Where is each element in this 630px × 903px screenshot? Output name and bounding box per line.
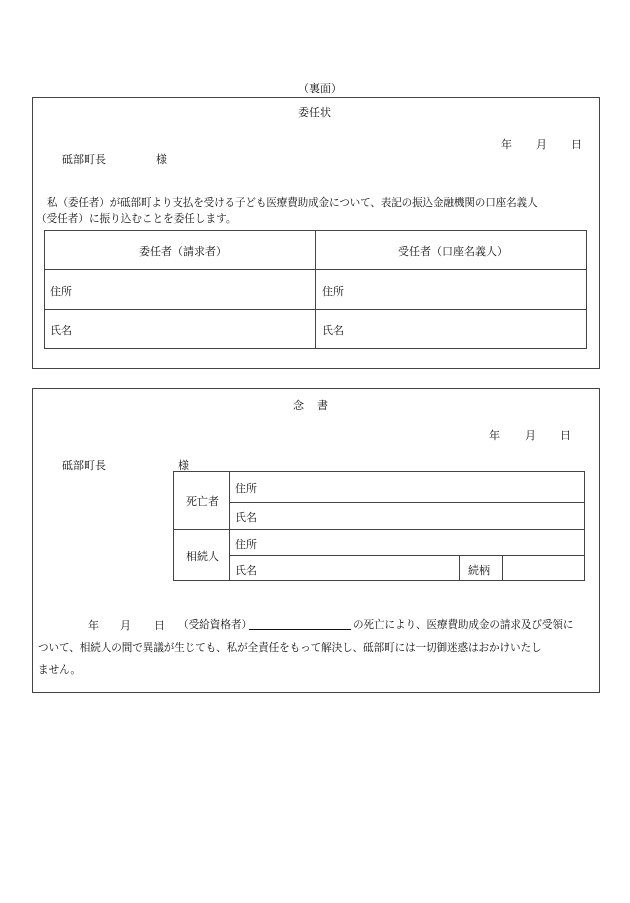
nensho-relation-label: 続柄 <box>468 564 490 577</box>
beneficiary-name-blank <box>249 617 351 630</box>
inin-left-address-label: 住所 <box>50 285 72 298</box>
inin-date-day: 日 <box>571 138 582 151</box>
nensho-date-year: 年 <box>489 429 500 442</box>
inin-col-right-header: 受任者（口座名義人） <box>398 245 508 258</box>
nensho-deceased-address-label: 住所 <box>235 482 257 495</box>
nensho-body-suffix: の死亡により、医療費助成金の請求及び受領に <box>353 619 574 631</box>
nensho-deceased-name-label: 氏名 <box>235 511 257 524</box>
nensho-title: 念 書 <box>293 399 329 412</box>
nensho-heir-label: 相続人 <box>186 550 219 563</box>
nensho-heir-name-label: 氏名 <box>235 564 257 577</box>
nensho-honorific: 様 <box>178 459 189 472</box>
nensho-deceased-label: 死亡者 <box>186 495 219 508</box>
inin-left-name-label: 氏名 <box>50 324 72 337</box>
inin-right-name-label: 氏名 <box>322 324 344 337</box>
nensho-body-line3: ません。 <box>38 664 82 676</box>
nensho-date-month: 月 <box>525 429 536 442</box>
nensho-body-day: 日 <box>154 619 165 632</box>
inin-date-year: 年 <box>501 138 512 151</box>
inin-title: 委任状 <box>298 106 331 119</box>
nensho-addressee: 砥部町長 <box>62 459 106 472</box>
nensho-heir-address-label: 住所 <box>235 538 257 551</box>
nensho-date-day: 日 <box>560 429 571 442</box>
page-label: （裏面） <box>298 82 342 95</box>
inin-body-line2: （受任者）に振り込むことを委任します。 <box>36 213 237 225</box>
inin-addressee: 砥部町長 <box>62 153 106 166</box>
inin-date-month: 月 <box>536 138 547 151</box>
inin-honorific: 様 <box>156 153 167 166</box>
inin-right-address-label: 住所 <box>322 285 344 298</box>
inin-body-line1: 私（委任者）が砥部町より支払を受ける子ども医療費助成金について、表記の振込金融機関の口座名義人 <box>47 197 538 209</box>
nensho-body-year: 年 <box>88 619 99 632</box>
nensho-body-line2: ついて、相続人の間で異議が生じても、私が全責任をもって解決し、砥部町には一切御迷惑はおかけいたし <box>38 642 542 654</box>
nensho-body-prefix: （受給資格者） <box>178 619 253 631</box>
inin-col-left-header: 委任者（請求者） <box>139 245 227 258</box>
nensho-body-month: 月 <box>120 619 131 632</box>
